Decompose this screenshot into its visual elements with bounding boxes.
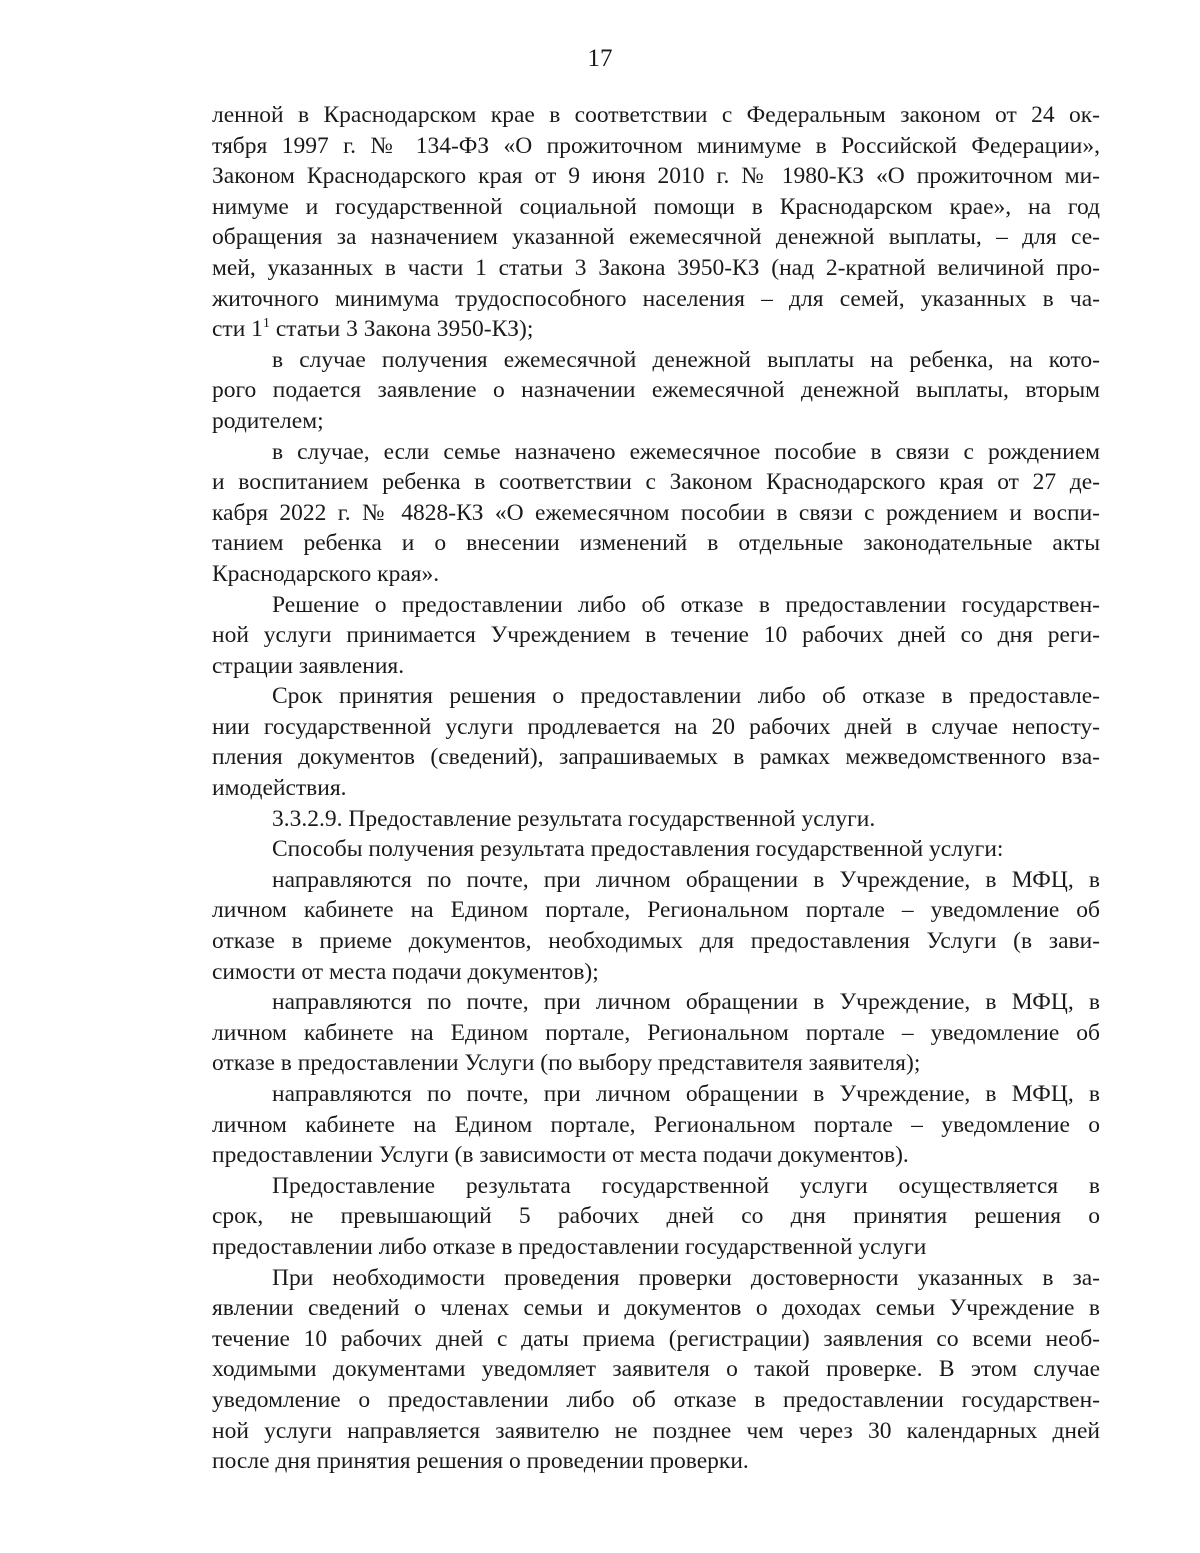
- text-line: страции заявления.: [212, 652, 405, 679]
- text-line: направляются по почте, при личном обращении в Учреждение, в МФЦ, в: [272, 1081, 1100, 1107]
- text-line: в случае, если семье назначено ежемесячное пособие в связи с рождением: [272, 438, 1100, 465]
- text-line: обращения за назначением указанной ежемесячной денежной выплаты, – для се-: [212, 224, 1100, 251]
- text-line-part: сти 1: [212, 316, 263, 343]
- text-line: и воспитанием ребенка в соответствии с Законом Краснодарского края от 27 де-: [212, 469, 1100, 496]
- text-line: танием ребенка и о внесении изменений в отдельные законодательные акты: [212, 530, 1100, 557]
- text-line: предоставлении Услуги (в зависимости от места подачи документов).: [212, 1142, 909, 1169]
- superscript: 1: [262, 315, 270, 332]
- text-line: направляются по почте, при личном обращении в Учреждение, в МФЦ, в: [272, 989, 1100, 1016]
- text-line: кабря 2022 г. № 4828-КЗ «О ежемесячном пособии в связи с рождением и воспи-: [212, 499, 1100, 526]
- text-line: При необходимости проведения проверки достоверности указанных в за-: [272, 1264, 1100, 1291]
- text-line: отказе в приеме документов, необходимых для предоставления Услуги (в зави-: [212, 928, 1100, 955]
- text-line: ходимыми документами уведомляет заявителя о такой проверке. В этом случае: [212, 1356, 1100, 1383]
- text-line: мей, указанных в части 1 статьи 3 Закона 3950-КЗ (над 2-кратной величиной про-: [212, 254, 1100, 281]
- text-line: явлении сведений о членах семьи и документов о доходах семьи Учреждение в: [212, 1295, 1100, 1322]
- page-number: 17: [587, 45, 613, 72]
- text-line: Способы получения результата предоставления государственной услуги:: [272, 836, 1004, 863]
- text-line: имодействия.: [212, 775, 347, 802]
- text-line: рого подается заявление о назначении ежемесячной денежной выплаты, вторым: [212, 377, 1100, 404]
- text-line: [212, 314, 1100, 345]
- text-line: симости от места подачи документов);: [212, 958, 599, 985]
- text-line: предоставлении либо отказе в предоставлении государственной услуги: [212, 1233, 927, 1260]
- text-line: пления документов (сведений), запрашиваемых в рамках межведомственного вза-: [212, 744, 1100, 771]
- text-line: родителем;: [212, 407, 324, 434]
- text-line: Законом Краснодарского края от 9 июня 2010 г. № 1980-КЗ «О прожиточном ми-: [212, 163, 1100, 190]
- text-line: 3.3.2.9. Предоставление результата государственной услуги.: [272, 805, 876, 832]
- text-line: в случае получения ежемесячной денежной выплаты на ребенка, на кото-: [272, 346, 1100, 373]
- text-line: ной услуги направляется заявителю не позднее чем через 30 календарных дней: [212, 1417, 1100, 1444]
- text-line: нии государственной услуги продлевается на 20 рабочих дней в случае непосту-: [212, 713, 1100, 740]
- text-line: уведомление о предоставлении либо об отказе в предоставлении государствен-: [212, 1386, 1100, 1413]
- text-line: ленной в Краснодарском крае в соответствии с Федеральным законом от 24 ок-: [212, 102, 1100, 128]
- text-line: Срок принятия решения о предоставлении либо об отказе в предоставле-: [272, 683, 1100, 710]
- text-line: личном кабинете на Едином портале, Региональном портале – уведомление об: [212, 897, 1100, 924]
- text-line: Краснодарского края».: [212, 560, 440, 587]
- text-line: тября 1997 г. № 134-ФЗ «О прожиточном минимуме в Российской Федерации»,: [212, 132, 1100, 159]
- text-line-part: статьи 3 Закона 3950-КЗ);: [269, 316, 534, 343]
- text-line: личном кабинете на Едином портале, Региональном портале – уведомление о: [212, 1111, 1100, 1138]
- text-line: ной услуги принимается Учреждением в течение 10 рабочих дней со дня реги-: [212, 622, 1100, 649]
- text-line: нимуме и государственной социальной помощи в Краснодарском крае», на год: [212, 193, 1100, 220]
- text-line: Предоставление результата государственной услуги осуществляется в: [272, 1172, 1100, 1199]
- text-line: после дня принятия решения о проведении проверки.: [212, 1448, 749, 1475]
- text-line: отказе в предоставлении Услуги (по выбору представителя заявителя);: [212, 1050, 921, 1077]
- document-body: [212, 100, 1100, 1477]
- text-line: течение 10 рабочих дней с даты приема (регистрации) заявления со всеми необ-: [212, 1325, 1100, 1352]
- text-line: житочного минимума трудоспособного населения – для семей, указанных в ча-: [212, 285, 1100, 312]
- text-line: Решение о предоставлении либо об отказе в предоставлении государствен-: [272, 591, 1100, 618]
- text-line: срок, не превышающий 5 рабочих дней со дня принятия решения о: [212, 1203, 1100, 1230]
- text-line: личном кабинете на Едином портале, Региональном портале – уведомление об: [212, 1019, 1100, 1046]
- text-line: направляются по почте, при личном обращении в Учреждение, в МФЦ, в: [272, 866, 1100, 893]
